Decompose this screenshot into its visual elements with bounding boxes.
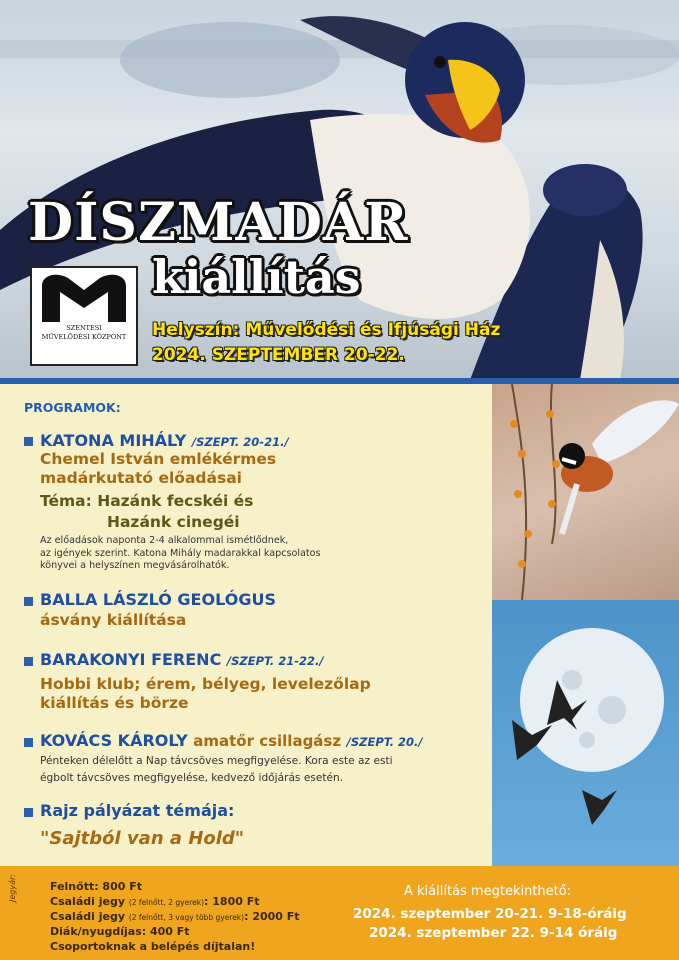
logo-mark-icon: [32, 268, 136, 324]
opening-heading: A kiállítás megtekinthető:: [404, 884, 572, 899]
program-2-name: BALLA LÁSZLÓ GEOLÓGUS: [40, 590, 276, 609]
hero-image: [0, 0, 679, 380]
ticket-label: Jegyár:: [8, 874, 17, 902]
program-3-name: BARAKONYI FERENC /SZEPT. 21-22./: [40, 650, 324, 669]
program-5-name: Rajz pályázat témája:: [40, 801, 235, 820]
program-1-line2: madárkutató előadásai: [40, 469, 242, 487]
event-date: 2024. SZEPTEMBER 20-22.: [152, 345, 405, 365]
bullet-icon: [24, 437, 33, 446]
opening-hours-2: 2024. szeptember 22. 9-14 óráig: [369, 925, 618, 941]
program-3-line1: Hobbi klub; érem, bélyeg, levelezőlap: [40, 675, 371, 693]
moon-photo: [492, 600, 679, 866]
poster-title: DÍSZMADÁR: [28, 192, 409, 253]
ticket-student: Diák/nyugdíjas: 400 Ft: [50, 925, 190, 938]
szentesi-logo: [30, 266, 138, 366]
ticket-family-2: Családi jegy (2 felnőtt, 3 vagy több gyerek): 2000 Ft: [50, 910, 300, 923]
program-5-theme: "Sajtból van a Hold": [40, 828, 245, 849]
ticket-family-1: Családi jegy (2 felnőtt, 2 gyerek): 1800 Ft: [50, 895, 260, 908]
program-1-theme2: Hazánk cinegéi: [107, 513, 240, 531]
bullet-icon: [24, 808, 33, 817]
program-1-theme1: Téma: Hazánk fecskéi és: [40, 492, 254, 510]
program-4-note: Pénteken délelőtt a Nap távcsöves megfigyelése. Kora este az esti égbolt távcsöves megfigyelése, kedvező időjárás esetén.: [40, 755, 393, 784]
opening-hours-1: 2024. szeptember 20-21. 9-18-óráig: [353, 906, 627, 922]
poster-subtitle: kiállítás: [152, 250, 361, 304]
program-3-line2: kiállítás és börze: [40, 694, 189, 712]
program-1-line1: Chemel István emlékérmes: [40, 450, 277, 468]
bullet-icon: [24, 657, 33, 666]
location-text: Helyszín: Művelődési és Ifjúsági Ház: [152, 320, 501, 340]
tit-bird-image: [492, 384, 679, 600]
tit-photo: [492, 384, 679, 600]
bullet-icon: [24, 738, 33, 747]
ticket-adult: Felnőtt: 800 Ft: [50, 880, 142, 893]
bullet-icon: [24, 597, 33, 606]
program-1-name: KATONA MIHÁLY /SZEPT. 20-21./: [40, 431, 289, 450]
moon-birds-image: [492, 600, 679, 866]
programs-heading: PROGRAMOK:: [24, 400, 121, 415]
program-4-name: KOVÁCS KÁROLY amatőr csillagász /SZEPT. 20./: [40, 731, 423, 750]
program-1-note: Az előadások naponta 2-4 alkalommal ismétlődnek, az igények szerint. Katona Mihály madarakkal kapcsolatos könyvei a helyszínen megvásárolhatók.: [40, 535, 321, 571]
program-2-line1: ásvány kiállítása: [40, 611, 187, 629]
logo-text: SZENTESI MŰVELŐDÉSI KÖZPONT: [41, 324, 127, 341]
ticket-groups: Csoportoknak a belépés díjtalan!: [50, 940, 256, 953]
